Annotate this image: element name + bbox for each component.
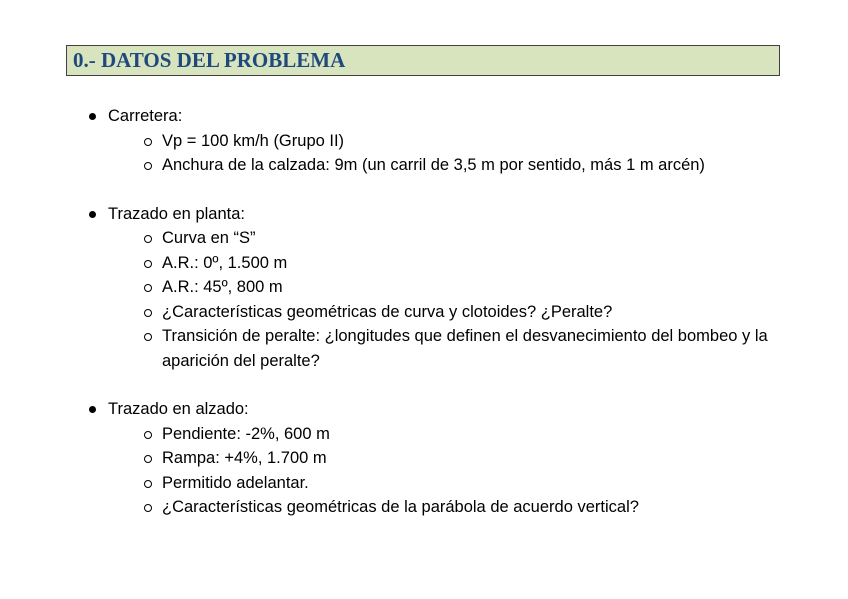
sub-item-text: A.R.: 0º, 1.500 m [162,253,288,272]
hollow-bullet-icon [144,480,152,488]
sub-bullet-item [144,324,808,373]
sub-bullet-item [144,471,808,496]
sub-bullet-item [144,495,808,520]
hollow-bullet-icon [144,235,152,243]
section-label: Carretera: [108,107,183,125]
section-title: 0.- DATOS DEL PROBLEMA [73,48,346,72]
hollow-bullet-icon [144,455,152,463]
sub-bullet-item [144,129,808,154]
section-heading [66,45,780,76]
sub-bullet-item [144,422,808,447]
sub-bullet-item [144,300,808,325]
sub-bullet-item [144,275,808,300]
sub-item-text: ¿Características geométricas de curva y clotoides? ¿Peralte? [162,302,613,321]
bullet-item [88,397,808,520]
sub-item-text: Permitido adelantar. [162,473,309,492]
hollow-bullet-icon [144,162,152,170]
hollow-bullet-icon [144,260,152,268]
hollow-bullet-icon [144,284,152,292]
sub-item-text: A.R.: 45º, 800 m [162,278,283,296]
hollow-bullet-icon [144,333,152,341]
sub-bullet-item [144,153,808,178]
section-carretera [88,104,808,178]
sub-list [108,226,808,373]
sub-item-text: Vp = 100 km/h (Grupo II) [162,131,345,150]
hollow-bullet-icon [144,504,152,512]
filled-bullet-icon [89,406,96,413]
section-label: Trazado en alzado: [108,400,249,418]
section-trazado-planta [88,202,808,374]
hollow-bullet-icon [144,309,152,317]
sub-bullet-item [144,251,808,276]
sub-bullet-item [144,446,808,471]
problem-data-list [88,104,808,544]
sub-list [108,422,808,520]
hollow-bullet-icon [144,138,152,146]
sub-item-text: Anchura de la calzada: 9m (un carril de 3,5 m por sentido, más 1 m arcén) [162,156,705,174]
sub-bullet-item [144,226,808,251]
sub-item-text: Curva en “S” [162,229,256,247]
sub-item-text: Pendiente: -2%, 600 m [162,424,330,443]
filled-bullet-icon [89,113,96,120]
sub-item-text: ¿Características geométricas de la parábola de acuerdo vertical? [162,498,639,516]
section-trazado-alzado [88,397,808,520]
section-label: Trazado en planta: [108,204,245,223]
filled-bullet-icon [89,211,96,218]
bullet-item [88,104,808,178]
sub-item-text: Transición de peralte: ¿longitudes que definen el desvanecimiento del bombeo y la aparición del peralte? [162,327,768,370]
sub-list [108,129,808,178]
bullet-item [88,202,808,374]
hollow-bullet-icon [144,431,152,439]
sub-item-text: Rampa: +4%, 1.700 m [162,449,327,467]
